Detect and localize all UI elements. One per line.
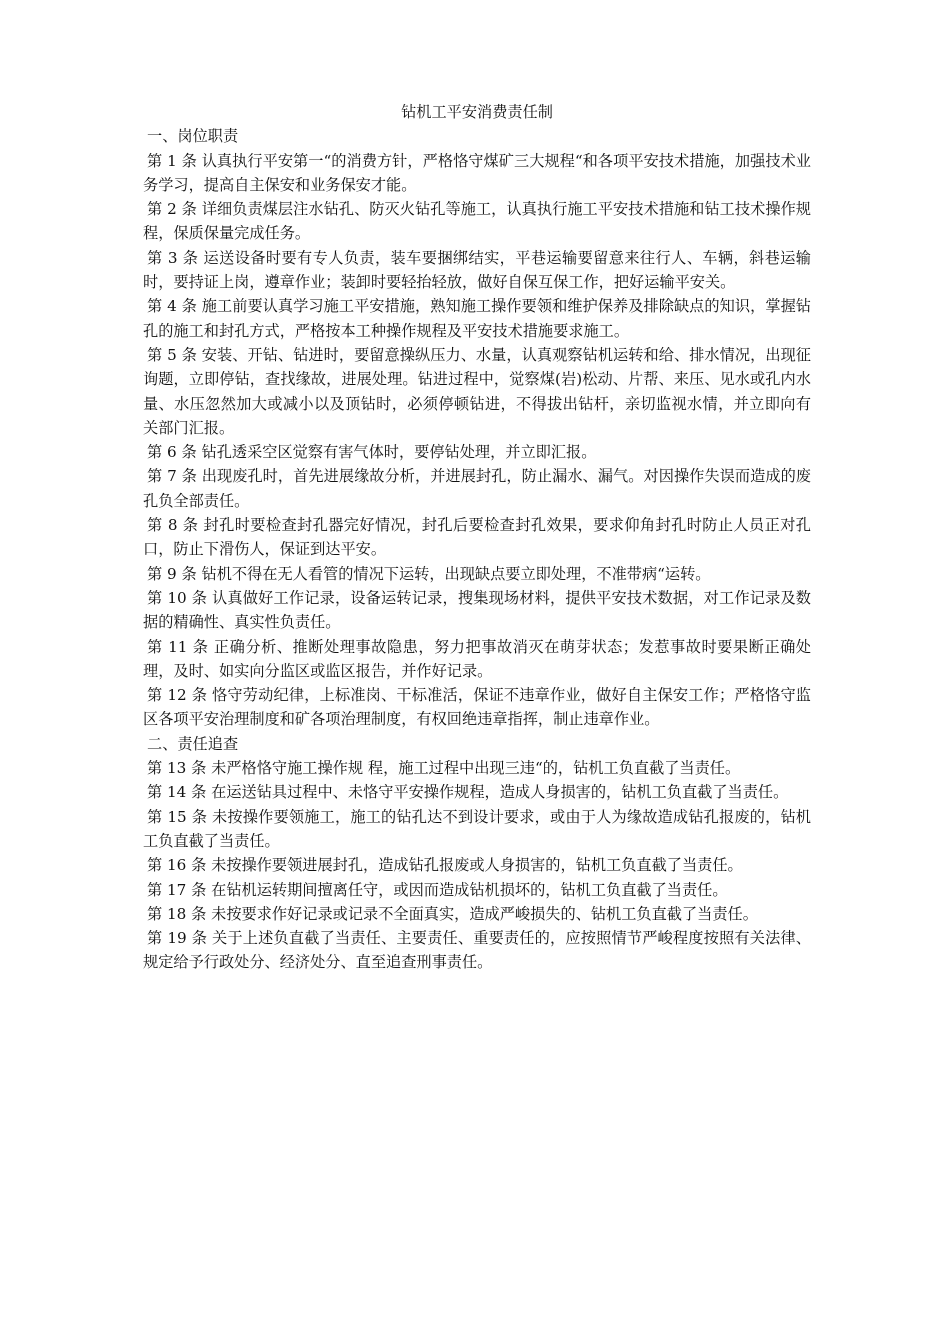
article-paragraph: 第 16 条 未按操作要领进展封孔，造成钻孔报废或人身损害的，钻机工负直截了当责任。 <box>147 856 743 875</box>
article-paragraph: 第 6 条 钻孔透采空区觉察有害气体时，要停钻处理，并立即汇报。 <box>147 443 597 462</box>
article-paragraph: 第 12 条 恪守劳动纪律，上标准岗、干标准活，保证不违章作业，做好自主保安工作；严格恪守监区各项平安治理制度和矿各项治理制度，有权回绝违章指挥，制止违章作业。 <box>143 686 811 729</box>
article-paragraph: 第 10 条 认真做好工作记录，设备运转记录，搜集现场材料，提供平安技术数据，对工作记录及数据的精确性、真实性负责任。 <box>143 588 811 632</box>
article-paragraph: 第 15 条 未按操作要领施工，施工的钻孔达不到设计要求，或由于人为缘故造成钻孔报废的，钻机工负直截了当责任。 <box>143 807 811 850</box>
article-paragraph: 第 14 条 在运送钻具过程中、未恪守平安操作规程，造成人身损害的，钻机工负直截了当责任。 <box>147 783 789 802</box>
article-paragraph: 第 4 条 施工前要认真学习施工平安措施，熟知施工操作要领和维护保养及排除缺点的知识，掌握钻孔的施工和封孔方式，严格按本工种操作规程及平安技术措施要求施工。 <box>143 297 811 340</box>
article-paragraph: 第 18 条 未按要求作好记录或记录不全面真实，造成严峻损失的、钻机工负直截了当责任。 <box>147 904 758 923</box>
section-heading-accountability: 二、责任追查 <box>147 734 239 753</box>
article-paragraph: 第 19 条 关于上述负直截了当责任、主要责任、重要责任的，应按照情节严峻程度按照有关法律、规定给予行政处分、经济处分、直至追查刑事责任。 <box>143 929 811 972</box>
article-paragraph: 第 11 条 正确分析、推断处理事故隐患，努力把事故消灭在萌芽状态；发惹事故时要果断正确处理，及时、如实向分监区或监区报告，并作好记录。 <box>143 637 811 680</box>
article-paragraph: 第 13 条 未严格恪守施工操作规 程，施工过程中出现三违“的，钻机工负直截了当责任。 <box>147 759 741 778</box>
duties-list <box>143 149 811 732</box>
document-page <box>143 100 811 975</box>
section-heading-duties: 一、岗位职责 <box>147 127 239 146</box>
article-paragraph: 第 5 条 安装、开钻、钻进时，要留意操纵压力、水量，认真观察钻机运转和给、排水情况，出现征询题，立即停钻，查找缘故，进展处理。钻进过程中，觉察煤(岩)松动、片帮、来压、见水或孔内水量、水压忽然加大或减小以及顶钻时，必须停顿钻进，不得拔出钻杆，亲切监视水情，并立即向有关部门汇报。 <box>143 345 811 437</box>
document-title: 钻机工平安消费责任制 <box>401 103 553 121</box>
article-paragraph: 第 2 条 详细负责煤层注水钻孔、防灭火钻孔等施工，认真执行施工平安技术措施和钻工技术操作规程，保质保量完成任务。 <box>143 200 811 243</box>
article-paragraph: 第 9 条 钻机不得在无人看管的情况下运转，出现缺点要立即处理，不准带病“运转。 <box>147 564 711 583</box>
accountability-list <box>143 756 811 975</box>
article-paragraph: 第 3 条 运送设备时要有专人负责，装车要捆绑结实，平巷运输要留意来往行人、车辆，斜巷运输时，要持证上岗，遵章作业；装卸时要轻抬轻放，做好自保互保工作，把好运输平安关。 <box>143 248 811 292</box>
article-paragraph: 第 8 条 封孔时要检查封孔器完好情况，封孔后要检查封孔效果，要求仰角封孔时防止人员正对孔口，防止下滑伤人，保证到达平安。 <box>143 516 811 559</box>
article-paragraph: 第 7 条 出现废孔时，首先进展缘故分析，并进展封孔，防止漏水、漏气。对因操作失误而造成的废孔负全部责任。 <box>143 467 811 510</box>
article-paragraph: 第 17 条 在钻机运转期间擅离任守，或因而造成钻机损坏的，钻机工负直截了当责任。 <box>147 880 728 899</box>
article-paragraph: 第 1 条 认真执行平安第一“的消费方针，严格恪守煤矿三大规程“和各项平安技术措施，加强技术业务学习，提高自主保安和业务保安才能。 <box>143 151 811 194</box>
